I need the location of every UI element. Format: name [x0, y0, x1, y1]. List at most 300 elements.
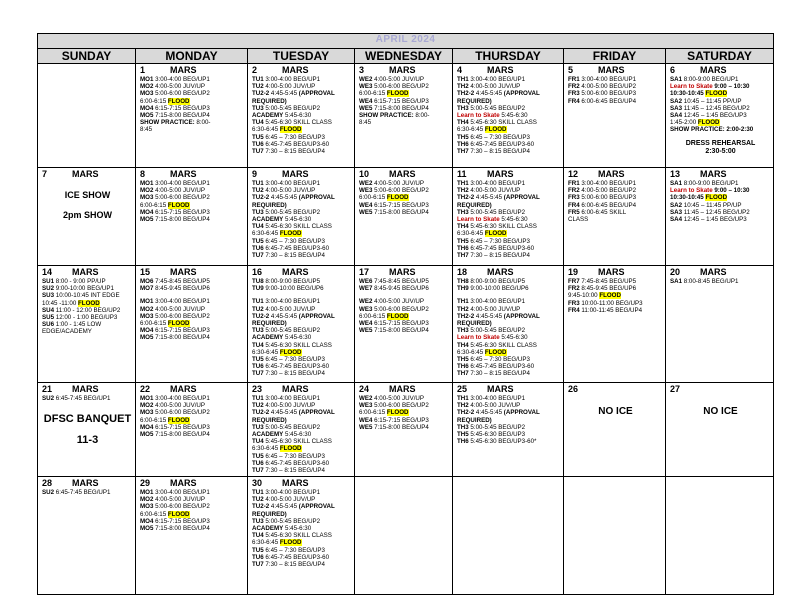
session-code: TH2: [457, 305, 469, 313]
weekday-header-monday: MONDAY: [136, 49, 248, 64]
schedule-line: [457, 148, 561, 155]
day-cell-content: [564, 168, 665, 224]
schedule-line: [670, 216, 771, 223]
flood-label: FLOOD: [386, 312, 409, 320]
day-cell: [248, 383, 355, 477]
schedule-line: [359, 119, 450, 126]
session-code: TU6: [252, 553, 264, 561]
day-label: MARS: [282, 384, 309, 394]
session-text: 6:45-7:45 BEG/UP1: [54, 489, 111, 496]
session-text: 5:45-6:30 SKILL CLASS: [263, 119, 332, 127]
session-text: 10:45 -11:00: [42, 299, 79, 307]
day-number: 18: [457, 267, 468, 277]
session-text: 6:00-6:45 BEG/UP4: [579, 201, 637, 209]
session-code: WE3: [359, 402, 373, 410]
schedule-line: [359, 187, 450, 194]
schedule-line: [252, 306, 352, 313]
day-cell-content: [666, 64, 773, 157]
schedule-line: [252, 402, 352, 409]
session-code: WE2: [359, 76, 373, 83]
session-code: TU7: [252, 561, 264, 569]
day-number: 20: [670, 267, 681, 277]
session-text: 4:00-5:00 JUV/UP: [372, 395, 425, 402]
session-code: WE4: [359, 416, 373, 424]
day-header: [670, 169, 771, 179]
session-text: 6:45 – 7:30 BEG/UP3: [263, 546, 325, 554]
weekday-header-thursday: THURSDAY: [453, 49, 564, 64]
schedule-line: [359, 105, 450, 112]
schedule-line: [252, 489, 352, 496]
session-text: 6:45-7:45 BEG/UP3-60: [263, 140, 330, 148]
session-text: 8:00 - 9:00 PP/UP: [54, 278, 106, 285]
session-text: 5:45-6:30: [283, 334, 312, 342]
schedule-line: [252, 431, 352, 438]
week-row: [38, 266, 774, 383]
schedule-line: [140, 90, 245, 97]
session-text: 6:15-7:15 BEG/UP3: [153, 208, 210, 216]
session-text: 5:45-6:30: [283, 525, 312, 533]
session-code: TH1: [457, 76, 469, 83]
schedule-line: [140, 105, 245, 112]
session-code: TU1: [252, 76, 264, 83]
day-label: MARS: [170, 384, 197, 394]
dress-rehearsal-time: 2:30-5:00: [705, 147, 736, 155]
session-code: SU2: [42, 285, 55, 293]
schedule-line: [252, 561, 352, 568]
schedule-line: [140, 417, 245, 424]
session-code: 10:30-10:45: [670, 194, 706, 202]
session-text: 6:00-6:15: [359, 312, 387, 320]
day-cell-content: [38, 266, 135, 337]
session-text: 8:00-9:00 BEG/UP5: [263, 278, 321, 285]
session-code: TU1: [252, 298, 264, 306]
day-label: MARS: [282, 65, 309, 75]
schedule-line: [252, 148, 352, 155]
session-code: TH8: [457, 278, 469, 285]
session-text: 5:00-5:45 BEG/UP2: [468, 423, 526, 431]
schedule-line: [252, 445, 352, 452]
session-code: MO5: [140, 431, 154, 439]
session-text: 10:45 – 11:45 PP/UP: [682, 97, 742, 105]
banquet-time: 11-3: [76, 434, 99, 447]
session-code: WE5: [359, 423, 373, 431]
session-text: 1:00 - 1:45 LOW: [54, 321, 102, 329]
session-text: 3:00-4:00 BEG/UP1: [153, 395, 210, 402]
session-text: 4:45-5:45: [474, 312, 504, 320]
schedule-line: [140, 313, 245, 320]
session-text: 6:15-7:15 BEG/UP3: [153, 327, 210, 335]
day-header: [457, 65, 561, 75]
session-code: MO6: [140, 278, 154, 285]
day-number: 27: [670, 384, 681, 394]
schedule-line: [457, 134, 561, 141]
session-text: 4:00-5:00 JUV/UP: [153, 187, 206, 195]
schedule-line: [359, 327, 450, 334]
schedule-line: [568, 209, 663, 216]
schedule-line: [457, 356, 561, 363]
day-number: 5: [568, 65, 574, 75]
schedule-line: [140, 431, 245, 438]
day-header: [140, 267, 245, 277]
schedule-line: [457, 112, 561, 119]
flood-label: FLOOD: [279, 445, 302, 453]
session-text: 6:30-6:45: [252, 348, 280, 356]
session-code: SU6: [42, 321, 55, 329]
session-text: 1:45-2:00: [670, 119, 698, 127]
session-code: TH3: [457, 423, 469, 431]
session-text: 4:45-5:45: [269, 90, 299, 98]
session-code: REQUIRED): [252, 320, 287, 328]
session-text: CLASS: [568, 216, 589, 224]
day-number: 16: [252, 267, 263, 277]
schedule-line: [670, 105, 771, 112]
day-number: 8: [140, 169, 146, 179]
day-cell: [248, 477, 355, 595]
session-code: FR3: [568, 90, 580, 98]
no-ice-label: NO ICE: [598, 406, 633, 417]
session-code: REQUIRED): [252, 416, 287, 424]
schedule-line: [457, 245, 561, 252]
session-code: TU2-2: [252, 90, 270, 98]
schedule-line: [457, 320, 561, 327]
session-code: MO3: [140, 312, 154, 320]
schedule-line: [359, 409, 450, 416]
session-text: 6:45 – 7:30 BEG/UP3: [263, 356, 325, 364]
session-text: 8:45: [140, 126, 153, 134]
session-text: 10:00-10:45 INT EDGE: [54, 292, 120, 300]
schedule-line: [457, 252, 561, 259]
day-header: [252, 478, 352, 488]
day-label: MARS: [487, 169, 514, 179]
session-code: TH6: [457, 140, 469, 148]
day-cell-content: [453, 168, 563, 260]
session-code: 10:30-10:45: [670, 90, 706, 98]
session-text: 4:00-5:00 JUV/UP: [263, 496, 316, 504]
session-code: SA1: [670, 76, 683, 83]
session-text: 8:00-: [194, 119, 211, 127]
session-text: 8:00-8:45 BEG/UP1: [682, 278, 739, 285]
session-text: 11:45 – 12:45 BEG/UP2: [682, 104, 750, 112]
session-code: SU3: [42, 292, 55, 300]
schedule-line: [252, 105, 352, 112]
session-code: SHOW PRACTICE: 2:00-2:30: [670, 126, 754, 134]
session-text: 5:00-6:00 BEG/UP3: [579, 194, 637, 202]
session-code: TU7: [252, 252, 264, 260]
schedule-line: [457, 370, 561, 377]
schedule-line: [457, 230, 561, 237]
session-text: 5:00-5:45 BEG/UP2: [263, 327, 321, 335]
session-code: MO2: [140, 402, 154, 410]
session-code: TU4: [252, 438, 264, 446]
day-cell-content: [666, 383, 773, 416]
session-text: 4:45-5:45: [269, 312, 299, 320]
session-text: 3:00-4:00 BEG/UP1: [153, 180, 210, 187]
day-cell-content: [355, 64, 452, 127]
schedule-line: [670, 76, 771, 83]
day-header: [252, 384, 352, 394]
schedule-line: [457, 431, 561, 438]
session-code: SA3: [670, 208, 683, 216]
schedule-line: [252, 525, 352, 532]
day-cell: [248, 168, 355, 266]
schedule-line: [252, 349, 352, 356]
day-header: [359, 267, 450, 277]
session-code: TU7: [252, 467, 264, 475]
schedule-line: [140, 503, 245, 510]
week-row: [38, 477, 774, 595]
session-text: 4:45-5:45: [474, 90, 504, 98]
schedule-line: [252, 209, 352, 216]
schedule-line: [457, 209, 561, 216]
schedule-line: [457, 417, 561, 424]
day-label: MARS: [170, 169, 197, 179]
day-header: [359, 65, 450, 75]
schedule-line: [252, 141, 352, 148]
session-code: TH6: [457, 438, 469, 446]
session-code: REQUIRED): [457, 97, 492, 105]
schedule-line: [252, 424, 352, 431]
schedule-line: [568, 278, 663, 285]
session-code: WE5: [359, 104, 373, 112]
day-label: MARS: [72, 478, 99, 488]
session-text: 7:15-8:00 BEG/UP4: [153, 525, 210, 533]
schedule-line: [670, 209, 771, 216]
schedule-line: [252, 320, 352, 327]
day-header: [140, 478, 245, 488]
schedule-line: [140, 327, 245, 334]
session-text: 6:00-6:15: [140, 201, 168, 209]
session-code: TU5: [252, 452, 264, 460]
day-number: 6: [670, 65, 676, 75]
day-header: [252, 267, 352, 277]
flood-label: FLOOD: [167, 416, 190, 424]
schedule-line: [140, 187, 245, 194]
session-code: TH4: [457, 119, 469, 127]
session-text: 6:45-7:45 BEG/UP3-60: [263, 363, 330, 371]
day-cell-content: [136, 477, 247, 533]
schedule-line: [252, 230, 352, 237]
session-text: 5:45-6:30 SKILL CLASS: [468, 119, 537, 127]
week-row: [38, 168, 774, 266]
session-text: 6:45 – 7:30 BEG/UP3: [468, 133, 530, 141]
session-code: SA1: [670, 180, 683, 187]
schedule-line: [568, 307, 663, 314]
session-text: 6:45-7:45 BEG/UP3-60: [263, 459, 330, 467]
session-text: 5:45-6:30: [499, 334, 528, 342]
session-code: WE5: [359, 327, 373, 335]
day-cell: [136, 168, 248, 266]
session-text: 9:45-10:00: [568, 292, 600, 300]
schedule-line: [140, 409, 245, 416]
session-text: 8:45: [359, 119, 372, 127]
banquet-title: DFSC BANQUET: [43, 413, 132, 426]
day-number: 12: [568, 169, 579, 179]
schedule-line: [670, 202, 771, 209]
day-header: [568, 169, 663, 179]
session-code: TU1: [252, 489, 264, 496]
schedule-line: [252, 278, 352, 285]
schedule-line: [568, 98, 663, 105]
session-code: TU3: [252, 208, 264, 216]
session-code: TH1: [457, 298, 469, 306]
session-text: 6:15-7:15 BEG/UP3: [372, 97, 429, 105]
day-number: 2: [252, 65, 258, 75]
session-code: TU2-2: [252, 194, 270, 202]
session-text: 6:15-7:15 BEG/UP3: [153, 104, 210, 112]
schedule-line: [252, 539, 352, 546]
session-code: MO3: [140, 90, 154, 98]
session-code: TU5: [252, 133, 264, 141]
schedule-line: [252, 370, 352, 377]
session-code: TU3: [252, 423, 264, 431]
day-cell: [136, 477, 248, 595]
session-text: 6:45-7:45 BEG/UP3-60: [263, 244, 330, 252]
session-code: SHOW PRACTICE:: [140, 119, 195, 127]
session-text: 6:30-6:45: [457, 230, 485, 238]
session-text: 5:45-6:30: [283, 112, 312, 120]
schedule-line: [140, 126, 245, 133]
schedule-line: [252, 98, 352, 105]
day-label: MARS: [389, 169, 416, 179]
flood-label: FLOOD: [167, 97, 190, 105]
day-cell: [564, 266, 666, 383]
session-text: 3:00-4:00 BEG/UP1: [263, 395, 321, 402]
session-code: TU2-2: [252, 312, 270, 320]
session-code: REQUIRED): [252, 97, 287, 105]
session-code: (APPROVAL: [298, 312, 335, 320]
day-cell: [564, 168, 666, 266]
day-header: [252, 169, 352, 179]
session-text: 6:30-6:45: [252, 230, 280, 238]
day-header: [42, 267, 133, 277]
session-code: MO3: [140, 409, 154, 417]
schedule-line: [457, 216, 561, 223]
dress-rehearsal-title: DRESS REHEARSAL: [685, 139, 756, 147]
session-text: 3:00-4:00 BEG/UP1: [153, 489, 210, 496]
day-number: 7: [42, 169, 48, 179]
schedule-line: [457, 98, 561, 105]
schedule-line: [252, 112, 352, 119]
session-text: 5:00-6:00 BEG/UP2: [372, 305, 429, 313]
session-code: TU5: [252, 546, 264, 554]
schedule-line: [140, 194, 245, 201]
session-text: 4:00-5:00 JUV/UP: [263, 83, 316, 91]
session-text: 5:45-6:30: [499, 112, 528, 120]
session-text: 4:45-5:45: [474, 409, 504, 417]
schedule-line: [252, 554, 352, 561]
day-label: MARS: [72, 384, 99, 394]
session-text: 6:15-7:15 BEG/UP3: [372, 416, 429, 424]
schedule-line: [140, 320, 245, 327]
session-code: TH6: [457, 363, 469, 371]
learn-to-skate-label: Learn to Skate: [457, 112, 500, 120]
session-code: ACADEMY: [252, 431, 284, 439]
session-code: WE3: [359, 83, 373, 91]
day-cell-content: [248, 168, 354, 260]
schedule-line: [670, 90, 771, 97]
session-code: SU2: [42, 395, 55, 402]
schedule-line: [457, 90, 561, 97]
session-code: TU1: [252, 180, 264, 187]
session-text: 5:00-6:00 BEG/UP2: [153, 194, 210, 202]
day-cell-content: [355, 383, 452, 432]
day-label: MARS: [282, 267, 309, 277]
session-text: 4:00-5:00 JUV/UP: [153, 496, 206, 504]
month-title: APRIL 2024: [38, 34, 774, 49]
session-text: 6:00-6:45 SKILL: [579, 208, 627, 216]
day-cell-content: [355, 168, 452, 217]
session-text: 4:45-5:45: [269, 409, 299, 417]
session-text: 7:30 – 8:15 BEG/UP4: [263, 252, 325, 260]
session-code: SA2: [670, 97, 683, 105]
session-code: SU1: [42, 278, 55, 285]
day-label: MARS: [282, 169, 309, 179]
session-text: EDGE/ACADEMY: [42, 328, 92, 336]
weekday-header-wednesday: WEDNESDAY: [355, 49, 453, 64]
session-code: TU4: [252, 119, 264, 127]
schedule-line: [457, 76, 561, 83]
day-number: 9: [252, 169, 258, 179]
schedule-line: [568, 202, 663, 209]
day-cell-content: [136, 168, 247, 224]
session-code: (APPROVAL: [298, 409, 335, 417]
day-cell: [38, 383, 136, 477]
session-text: 11:00-11:45 BEG/UP4: [579, 306, 643, 314]
session-text: 4:00-5:00 JUV/UP: [468, 402, 521, 410]
schedule-line: [252, 334, 352, 341]
schedule-line: [457, 395, 561, 402]
session-code: TH2-2: [457, 312, 475, 320]
session-text: 12:45 – 1:45 BEG/UP3: [682, 112, 747, 120]
day-header: [457, 169, 561, 179]
session-code: FR4: [568, 201, 580, 209]
day-header: [359, 384, 450, 394]
schedule-line: [252, 503, 352, 510]
schedule-line: [359, 90, 450, 97]
session-code: (APPROVAL: [503, 409, 540, 417]
schedule-line: [252, 83, 352, 90]
day-header: [42, 169, 133, 179]
session-text: 6:30-6:45: [457, 348, 485, 356]
session-code: WE2: [359, 298, 373, 306]
weekday-header-tuesday: TUESDAY: [248, 49, 355, 64]
schedule-line: [140, 511, 245, 518]
schedule-line: [359, 298, 450, 305]
schedule-line: [670, 194, 771, 201]
schedule-line: [457, 278, 561, 285]
schedule-line: [457, 313, 561, 320]
session-code: SA4: [670, 112, 683, 120]
session-text: 6:00-6:15: [140, 416, 168, 424]
schedule-line: [359, 202, 450, 209]
schedule-line: [42, 278, 133, 285]
schedule-line: [457, 334, 561, 341]
session-text: 11:00 - 12:00 BEG/UP2: [54, 306, 121, 314]
schedule-line: [568, 216, 663, 223]
empty-day-cell: [355, 477, 453, 595]
schedule-line: [568, 187, 663, 194]
schedule-line: [140, 112, 245, 119]
session-text: 6:15-7:15 BEG/UP3: [372, 201, 429, 209]
schedule-line: [252, 238, 352, 245]
learn-to-skate-label: Learn to Skate: [670, 187, 713, 195]
weekday-header-saturday: SATURDAY: [666, 49, 774, 64]
day-number: 29: [140, 478, 151, 488]
schedule-line: [252, 285, 352, 292]
day-cell: [666, 168, 774, 266]
session-code: TH5: [457, 356, 469, 364]
day-header: [457, 267, 561, 277]
